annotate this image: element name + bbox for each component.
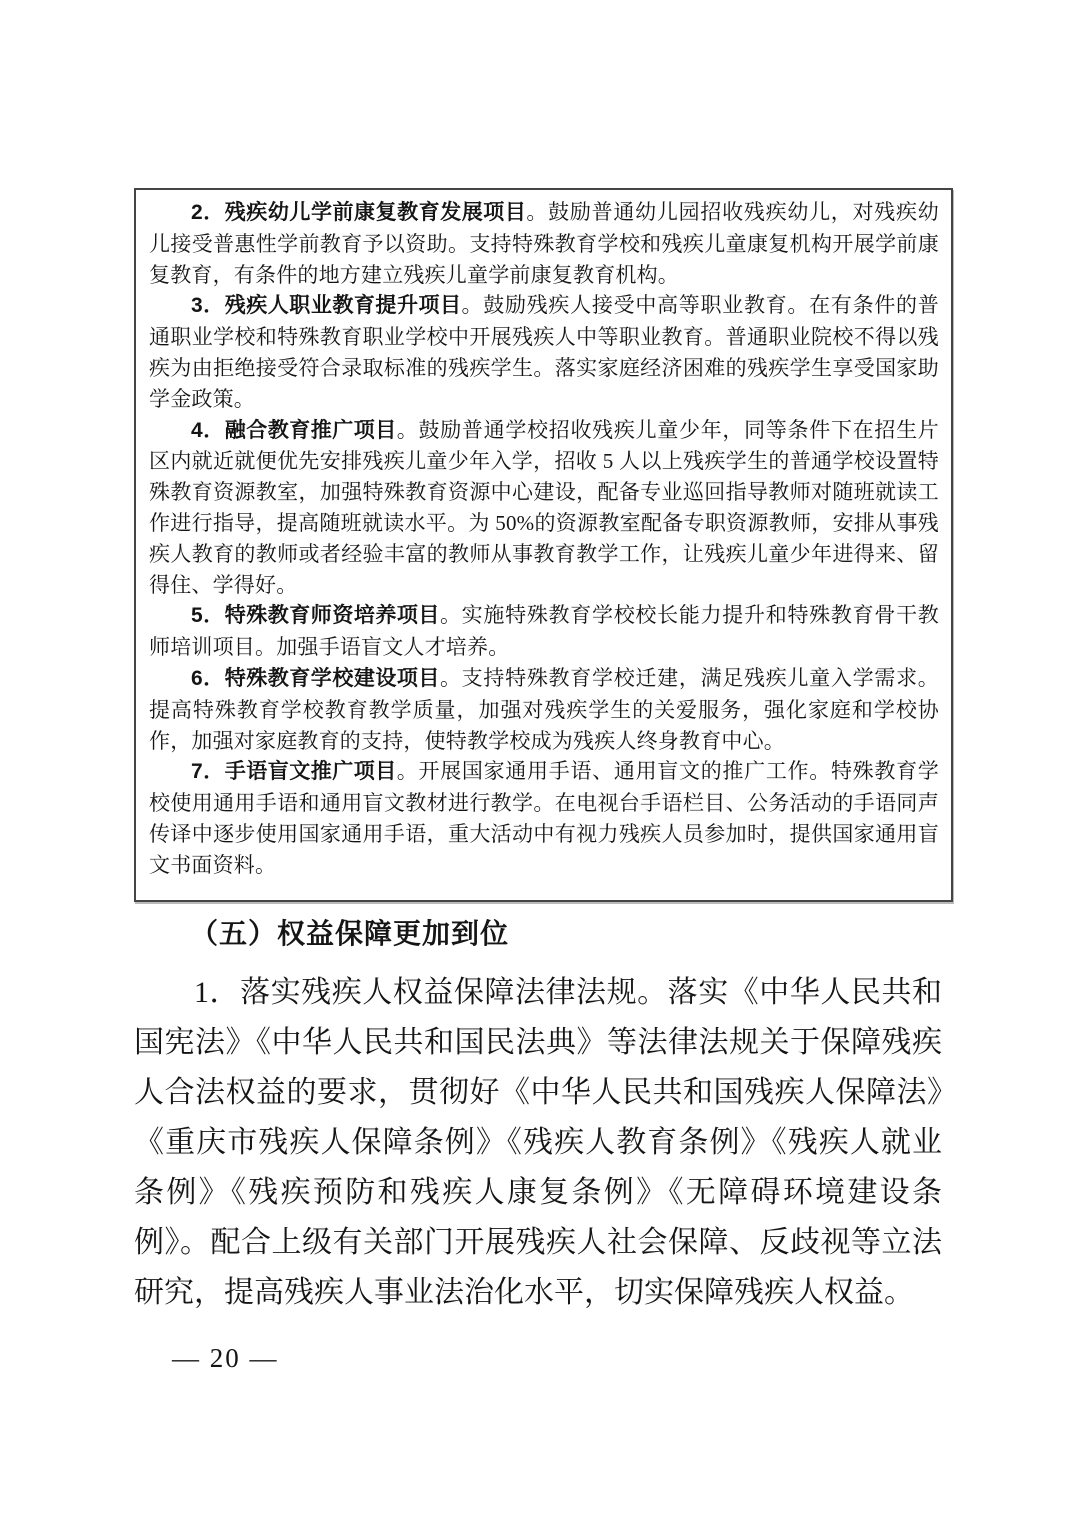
page-number: — 20 — — [172, 1343, 279, 1373]
list-item — [149, 197, 939, 290]
item-label: 7．手语盲文推广项目 — [191, 760, 397, 784]
content-column — [134, 188, 953, 1318]
section-paragraph: 1．落实残疾人权益保障法律法规。落实《中华人民共和国宪法》《中华人民共和国民法典》等法律法规关于保障残疾人合法权益的要求，贯彻好《中华人民共和国残疾人保障法》《重庆市残疾人保障条例》《残疾人教育条例》《残疾人就业条例》《残疾预防和残疾人康复条例》《无障碍环境建设条例》。配合上级有关部门开展残疾人社会保障、反歧视等立法研究，提高残疾人事业法治化水平，切实保障残疾人权益。 — [134, 976, 942, 1309]
item-body: 。鼓励残疾人接受中高等职业教育。在有条件的普通职业学校和特殊教育职业学校中开展残疾人中等职业教育。普通职业院校不得以残疾为由拒绝接受符合录取标准的残疾学生。落实家庭经济困难的残疾学生享受国家助学金政策。 — [149, 293, 939, 411]
item-label: 2．残疾幼儿学前康复教育发展项目 — [191, 201, 527, 224]
item-label: 3．残疾人职业教育提升项目 — [191, 294, 462, 318]
list-item — [149, 290, 939, 414]
list-item — [149, 600, 939, 663]
item-label: 5．特殊教育师资培养项目 — [191, 604, 440, 628]
item-body: 。鼓励普通幼儿园招收残疾幼儿，对残疾幼儿接受普惠性学前教育予以资助。支持特殊教育学校和残疾儿童康复机构开展学前康复教育，有条件的地方建立残疾儿童学前康复教育机构。 — [149, 200, 939, 287]
item-body: 。开展国家通用手语、通用盲文的推广工作。特殊教育学校使用通用手语和通用盲文教材进行教学。在电视台手语栏目、公务活动的手语同声传译中逐步使用国家通用手语，重大活动中有视力残疾人员参加时，提供国家通用盲文书面资料。 — [149, 759, 939, 877]
item-body: 。支持特殊教育学校迁建，满足残疾儿童入学需求。提高特殊教育学校教育教学质量，加强对残疾学生的关爱服务，强化家庭和学校协作，加强对家庭教育的支持，使特教学校成为残疾人终身教育中心。 — [149, 665, 939, 753]
section-heading: （五）权益保障更加到位 — [190, 919, 510, 950]
list-item — [149, 415, 939, 601]
item-label: 6．特殊教育学校建设项目 — [191, 666, 440, 690]
project-list-box — [134, 188, 953, 902]
item-body: 。鼓励普通学校招收残疾儿童少年，同等条件下在招生片区内就近就便优先安排残疾儿童少年入学，招收 5 人以上残疾学生的普通学校设置特殊教育资源教室，加强特殊教育资源中心建设，配备专业巡回指导教师对随班就读工作进行指导，提高随班就读水平。为 50%的资源教室配备专职资源教师，安排从事残疾人教育的教师或者经验丰富的教师从事教育教学工作，让残疾儿童少年进得来、留得住、学得好。 — [149, 417, 939, 597]
list-item — [149, 756, 939, 880]
list-item — [149, 663, 939, 756]
item-label: 4．融合教育推广项目 — [191, 418, 397, 442]
item-body: 。实施特殊教育学校校长能力提升和特殊教育骨干教师培训项目。加强手语盲文人才培养。 — [149, 603, 939, 660]
